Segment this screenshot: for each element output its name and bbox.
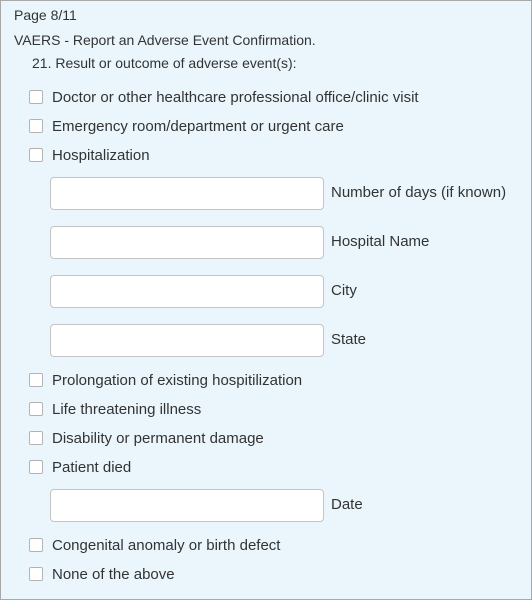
- congenital-checkbox[interactable]: [29, 538, 43, 552]
- date-of-death-label: Date: [331, 496, 363, 513]
- life-threatening-label: Life threatening illness: [52, 400, 202, 418]
- date-of-death-input[interactable]: [50, 489, 324, 522]
- option-patient-died[interactable]: [29, 457, 131, 477]
- state-input[interactable]: [50, 324, 324, 357]
- question-label: 21. Result or outcome of adverse event(s):: [32, 55, 297, 71]
- city-input[interactable]: [50, 275, 324, 308]
- number-of-days-input[interactable]: [50, 177, 324, 210]
- number-of-days-label: Number of days (if known): [331, 184, 507, 201]
- patient-died-checkbox[interactable]: [29, 460, 43, 474]
- prolongation-checkbox[interactable]: [29, 373, 43, 387]
- prolongation-label: Prolongation of existing hospitilization: [52, 371, 303, 389]
- city-label: City: [331, 282, 357, 299]
- form-title: VAERS - Report an Adverse Event Confirmation.: [14, 32, 316, 48]
- state-label: State: [331, 331, 367, 348]
- hospitalization-label: Hospitalization: [52, 146, 150, 164]
- option-life-threatening[interactable]: [29, 399, 201, 419]
- doctor-visit-checkbox[interactable]: [29, 90, 43, 104]
- hospital-name-label: Hospital Name: [331, 233, 430, 250]
- emergency-room-label: Emergency room/department or urgent care: [52, 117, 344, 135]
- option-disability[interactable]: [29, 428, 264, 448]
- doctor-visit-label: Doctor or other healthcare professional office/clinic visit: [52, 88, 419, 106]
- disability-checkbox[interactable]: [29, 431, 43, 445]
- option-congenital[interactable]: [29, 535, 280, 555]
- none-label: None of the above: [52, 565, 175, 583]
- option-prolongation[interactable]: [29, 370, 302, 390]
- option-none[interactable]: [29, 564, 175, 584]
- option-emergency-room[interactable]: [29, 116, 344, 136]
- life-threatening-checkbox[interactable]: [29, 402, 43, 416]
- page-indicator: Page 8/11: [14, 7, 77, 23]
- patient-died-label: Patient died: [52, 458, 132, 476]
- option-hospitalization[interactable]: [29, 145, 150, 165]
- hospital-name-input[interactable]: [50, 226, 324, 259]
- congenital-label: Congenital anomaly or birth defect: [52, 536, 281, 554]
- disability-label: Disability or permanent damage: [52, 429, 264, 447]
- option-doctor-visit[interactable]: [29, 87, 419, 107]
- emergency-room-checkbox[interactable]: [29, 119, 43, 133]
- none-checkbox[interactable]: [29, 567, 43, 581]
- hospitalization-checkbox[interactable]: [29, 148, 43, 162]
